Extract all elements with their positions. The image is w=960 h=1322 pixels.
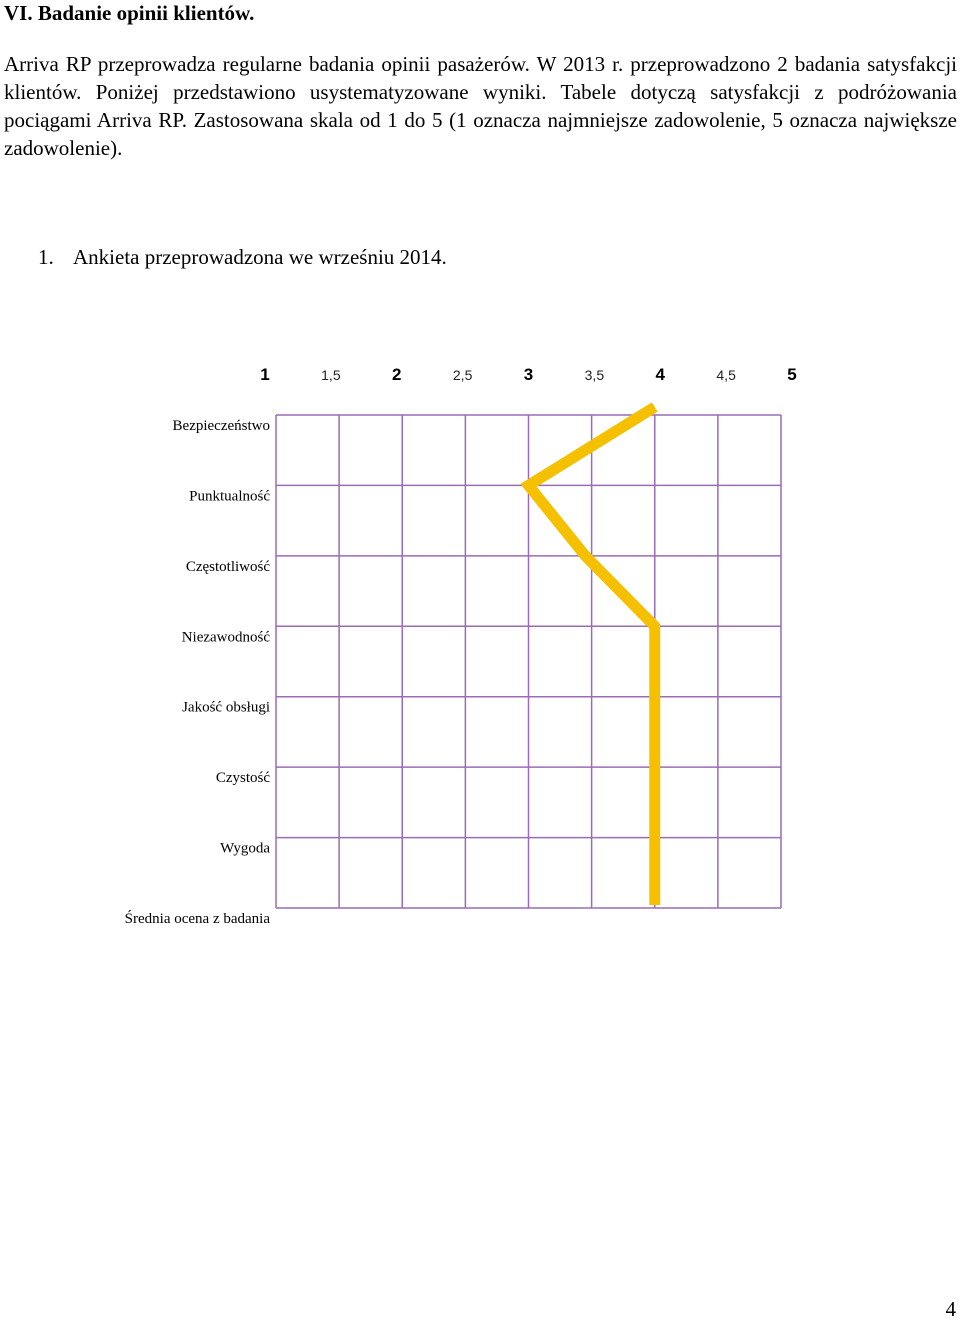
satisfaction-chart (0, 340, 960, 940)
x-tick-label: 3,5 (584, 367, 605, 383)
category-label: Częstotliwość (185, 558, 270, 575)
intro-paragraph: Arriva RP przeprowadza regularne badania opinii pasażerów. W 2013 r. przeprowadzono 2 badania satysfakcji klientów. Poniżej przedstawiono usystematyzowane wyniki. Tabele dotyczą satysfakcji z podróżowania pociągami Arriva RP. Zastosowana skala od 1 do 5 (1 oznacza najmniejsze zadowolenie, 5 oznacza największe zadowolenie). (4, 52, 957, 160)
category-label: Bezpieczeństwo (172, 418, 270, 434)
x-tick-label: 4 (655, 365, 665, 384)
x-tick-label: 1,5 (321, 367, 341, 383)
page-number: 4 (945, 1297, 956, 1321)
x-tick-label: 4,5 (716, 367, 736, 383)
x-tick-label: 2 (392, 365, 402, 384)
x-tick-label: 1 (260, 365, 270, 384)
category-label: Niezawodność (181, 629, 270, 646)
section-heading: VI. Badanie opinii klientów. (4, 1, 255, 25)
intro-text (4, 50, 957, 162)
x-tick-label: 2,5 (452, 367, 473, 383)
category-label: Średnia ocena z badania (124, 911, 270, 927)
category-label: Wygoda (220, 840, 270, 857)
category-label: Jakość obsługi (182, 699, 270, 716)
survey-number: 1. (38, 245, 54, 269)
x-tick-label: 5 (787, 365, 797, 384)
survey-title (38, 243, 447, 271)
category-labels (125, 418, 271, 927)
survey-title-text: Ankieta przeprowadzona we wrześniu 2014. (73, 245, 447, 269)
x-tick-label: 3 (523, 365, 534, 384)
category-label: Punktualność (189, 488, 270, 505)
x-axis-ticks (260, 365, 796, 384)
category-label: Czystość (215, 770, 270, 787)
